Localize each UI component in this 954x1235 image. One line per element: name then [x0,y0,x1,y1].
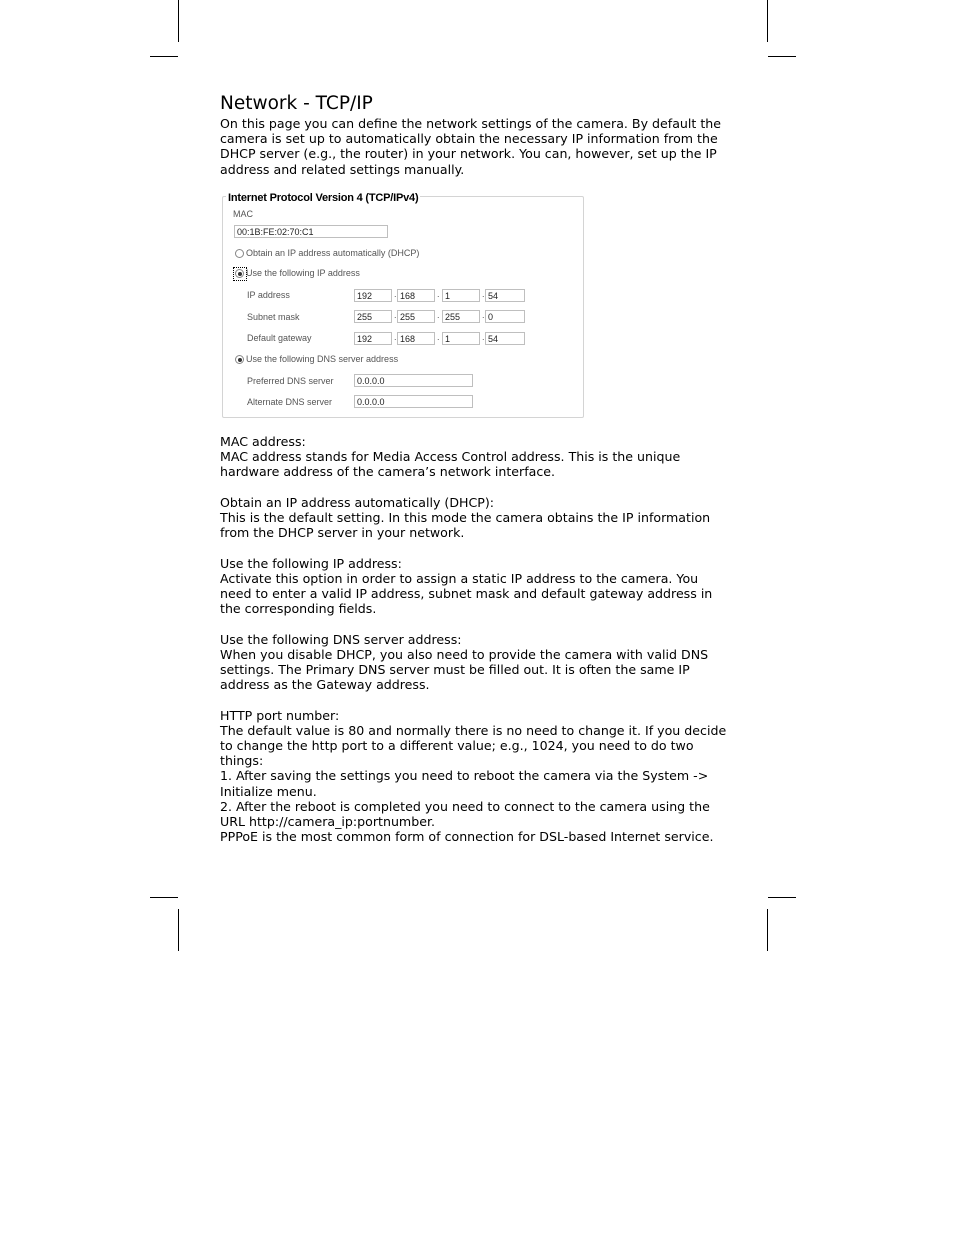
static-dns-radio[interactable] [235,355,244,364]
octet-separator: . [482,289,485,299]
mac-field[interactable]: 00:1B:FE:02:70:C1 [234,225,388,238]
crop-mark [178,909,179,951]
gateway-octet-1[interactable]: 192 [354,332,392,345]
preferred-dns-label: Preferred DNS server [247,376,334,386]
octet-separator: . [394,310,397,320]
octet-separator: . [482,332,485,342]
page-title: Network - TCP/IP [220,93,373,114]
http-body: The default value is 80 and normally there is no need to change it. If you decide to change the http port to a different value; e.g., 1024, you need to do two things: [220,722,727,769]
ip-octet-4[interactable]: 54 [485,289,525,302]
ip-octet-3[interactable]: 1 [442,289,480,302]
static-ip-option-label: Use the following IP address [246,268,360,278]
subnet-octet-2[interactable]: 255 [397,310,435,323]
section-body: This is the default setting. In this mode the camera obtains the IP information from the DHCP server in your network. [220,510,711,541]
ip-address-label: IP address [247,290,290,300]
tcpip-settings-panel [222,192,584,418]
alternate-dns-label: Alternate DNS server [247,397,333,407]
panel-legend: Internet Protocol Version 4 (TCP/IPv4) [228,192,419,204]
mac-label: MAC [233,209,253,219]
crop-mark [768,897,796,898]
ip-octet-1[interactable]: 192 [354,289,392,302]
gateway-octet-3[interactable]: 1 [442,332,480,345]
octet-separator: . [482,310,485,320]
crop-mark [768,56,796,57]
static-ip-radio[interactable] [235,269,244,278]
descriptions [220,434,732,844]
subnet-octet-4[interactable]: 0 [485,310,525,323]
crop-mark [767,909,768,951]
octet-separator: . [394,289,397,299]
octet-separator: . [437,310,440,320]
dhcp-radio[interactable] [235,249,244,258]
subnet-octet-1[interactable]: 255 [354,310,392,323]
subnet-octet-3[interactable]: 255 [442,310,480,323]
crop-mark [178,0,179,42]
http-step-1: 1. After saving the settings you need to reboot the camera via the System -> Initialize menu. [220,768,709,799]
subnet-mask-label: Subnet mask [247,312,300,322]
dhcp-option-label: Obtain an IP address automatically (DHCP) [246,248,420,258]
http-step-2: 2. After the reboot is completed you need to connect to the camera using the URL http://camera_ip:portnumber. [220,798,710,830]
octet-separator: . [437,289,440,299]
page-content [220,92,732,177]
section-body: When you disable DHCP, you also need to provide the camera with valid DNS settings. The Primary DNS server must be filled out. It is often the same IP address as the Gateway address. [220,646,709,693]
alternate-dns-field[interactable]: 0.0.0.0 [354,395,473,408]
gateway-octet-2[interactable]: 168 [397,332,435,345]
section-body: Activate this option in order to assign a static IP address to the camera. You need to enter a valid IP address, subnet mask and default gateway address in the corresponding fields. [220,570,713,617]
octet-separator: . [394,332,397,342]
crop-mark [150,56,178,57]
ip-octet-2[interactable]: 168 [397,289,435,302]
gateway-octet-4[interactable]: 54 [485,332,525,345]
dns-option-label: Use the following DNS server address [246,354,399,364]
section-heading: MAC address: [220,434,306,449]
http-heading: HTTP port number: [220,707,340,723]
section-heading: Use the following IP address: [220,555,402,571]
section-body: MAC address stands for Media Access Control address. This is the unique hardware address of the camera’s network interface. [220,449,681,480]
pppoe-note: PPPoE is the most common form of connection for DSL-based Internet service. [220,829,714,845]
default-gateway-label: Default gateway [247,333,312,343]
section-heading: Obtain an IP address automatically (DHCP): [220,494,495,510]
section-heading: Use the following DNS server address: [220,631,462,647]
crop-mark [150,897,178,898]
intro-paragraph: On this page you can define the network settings of the camera. By default the camera is set up to automatically obtain the necessary IP information from the DHCP server (e.g., the router) in your network. You can, however, set up the IP address and related settings manually. [220,116,722,177]
crop-mark [767,0,768,42]
octet-separator: . [437,332,440,342]
preferred-dns-field[interactable]: 0.0.0.0 [354,374,473,387]
